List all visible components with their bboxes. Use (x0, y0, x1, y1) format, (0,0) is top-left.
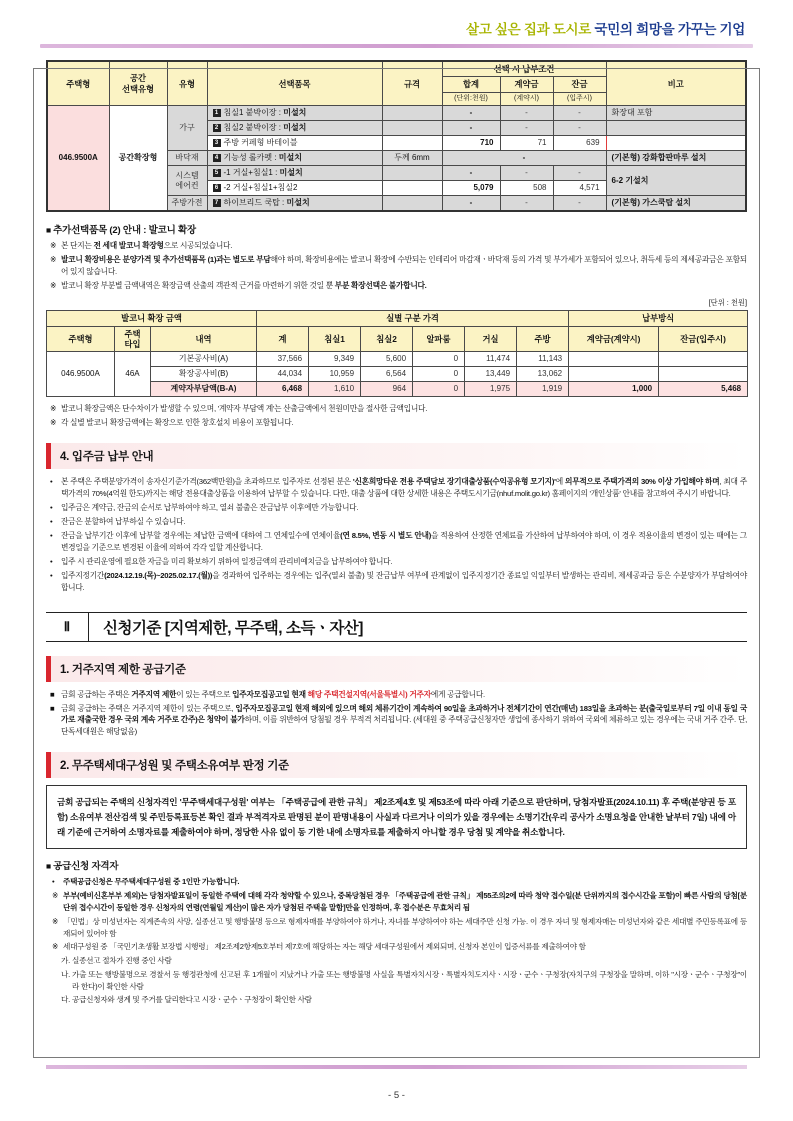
cell-deposit: 508 (500, 181, 553, 196)
item-number-badge: 2 (213, 124, 221, 132)
item-status: 미설치 (279, 168, 303, 178)
note-text: 부부(예비신혼부부 제외)는 당첨자발표일이 동일한 주택에 대해 각각 청약할 수 있으나, 중복당첨된 경우 「주택공급에 관한 규칙」 제55조의2에 따라 청약 접수일(분 단위까지의 접수시간을 포함)이 빠른 사람의 당첨[분 단위 접수시간이 동일한 경우 신청자의 연령(연월일 계산)이 많은 자가 당첨된 주택을 말함]만을 인정하며, 후 접수분은 무효처리 됨 (63, 890, 747, 912)
item-text: 주방 커페형 바테이블 (223, 138, 298, 148)
note-text: 공급신청자와 생계 및 주거를 달리한다고 시장ㆍ군수ㆍ구청장이 확인한 사람 (72, 995, 312, 1005)
balcony-note-list (50, 403, 747, 429)
cell-bal-room1: 1,610 (309, 382, 361, 397)
note-text: 세대구성원 중 「국민기초생활 보장법 시행령」 제2조제2항제5호부터 제7호에 해당하는 자는 해당 세대구성원에서 제외되며, 신청자 본인이 입증서류를 제출하여야 함 (63, 942, 586, 952)
cell-housing-type: 046.9500A (47, 106, 109, 212)
cell-group-aircon: 시스템 에어컨 (167, 166, 207, 196)
cell-bal-alpha: 0 (413, 382, 465, 397)
th-type: 유형 (167, 61, 207, 106)
th-space-option-type: 공간 선택유형 (109, 61, 167, 106)
list-item (52, 916, 747, 940)
item-text: -1 거실+침실1 : (223, 168, 280, 178)
item-number-badge: 4 (213, 154, 221, 162)
th-bal-room1: 침실1 (309, 326, 361, 352)
cell-bal-detail: 확장공사비(B) (151, 367, 257, 382)
cell-bal-kitchen: 11,143 (517, 352, 569, 367)
list-item (50, 530, 747, 554)
section-heading-homeless-household: 2. 무주택세대구성원 및 주택소유여부 판정 기준 (46, 752, 747, 778)
item-number-badge: 7 (213, 199, 221, 207)
th-bal-alpha: 알파룸 (413, 326, 465, 352)
th-total-unit: (단위:천원) (442, 92, 500, 106)
cell-balance: - (553, 196, 606, 212)
th-room-price-group: 실별 구분 가격 (257, 311, 569, 326)
list-item (52, 876, 747, 888)
cell-group-furniture: 가구 (167, 106, 207, 151)
bullet-marker: • (50, 530, 53, 540)
page-number: - 5 - (388, 1090, 405, 1101)
th-spec: 규격 (382, 61, 442, 106)
cell-bal-balance (659, 352, 748, 367)
note-text: 잔금을 납부기간 이후에 납부할 경우에는 체납한 금액에 대하여 그 연체일수에 연체이율(연 8.5%, 변동 시 별도 안내)을 적용하여 산정한 연체료를 가산하여 납부하여야 하며, 이 경우 적용이율의 변경이 있는 때에는 그 변경일을 기준으로 변경된 이율에 의하여 각각 일할 계산합니다. (61, 530, 747, 552)
cell-remark (606, 121, 746, 136)
cell-option-item (207, 136, 382, 151)
note-marker: ※ (52, 890, 59, 900)
slogan-olive-text: 살고 싶은 집과 도시로 (466, 22, 592, 37)
cell-bal-sum: 44,034 (257, 367, 309, 382)
table-row (47, 352, 748, 367)
cell-space-option-type: 공간확장형 (109, 106, 167, 212)
th-remark: 비고 (606, 61, 746, 106)
item-text: 기능성 롤카펫 : (223, 153, 279, 163)
cell-group-kitchen-appliance: 주방가전 (167, 196, 207, 212)
bullet-marker: • (50, 503, 53, 513)
homeless-household-criteria-box: 금회 공급되는 주택의 신청자격인 '무주택세대구성원' 여부는 「주택공급에 관한 규칙」 제2조제4호 및 제53조에 따라 아래 기준으로 판단하며, 당첨자발표(2024.10.11) 후 주택(분양권 등 포함) 소유여부 전산검색 및 주민등록표등본 확인 결과 부적격자로 판명된 분이 판명내용이 사실과 다르거나 이의가 있을 경우에는 소명기간(우리 공사가 소명요청을 안내한 날부터 7일) 내에 아래 기준에 근거하여 소명자료를 제출하여야 하며, 정당한 사유 없이 동 기한 내에 소명자료를 제출하지 아니할 경우 당첨 및 계약을 취소합니다. (46, 785, 747, 849)
option-table-body (47, 106, 746, 212)
cell-bal-sum: 6,468 (257, 382, 309, 397)
th-balance-sub: (입주시) (553, 92, 606, 106)
cell-option-item (207, 166, 382, 181)
table-header-row (47, 311, 748, 326)
note-text: 발코니 확장 부분별 금액내역은 확장금액 산출의 객관적 근거를 마련하기 위한 것일 뿐 부분 확장선택은 불가합니다. (61, 281, 427, 291)
th-bal-housing-subtype: 주택 타입 (115, 326, 151, 352)
note-text: 각 실별 발코니 확장금액에는 확장으로 인한 창호설치 비용이 포함됩니다. (61, 418, 294, 428)
cell-bal-room2: 964 (361, 382, 413, 397)
note-text: 「민법」상 미성년자는 직계존속의 사망, 실종선고 및 행방불명 등으로 형제자매를 부양하여야 하거나, 자녀를 부양하여야 하는 세대주만 신청 가능. 이 경우 자녀 및 형제자매는 미성년자와 같은 세대별 주민등록표에 등재되어 있어야 함 (63, 916, 747, 938)
cell-balance: 639 (553, 136, 606, 151)
cell-option-item (207, 196, 382, 212)
section-heading-payment-guide: 4. 입주금 납부 안내 (46, 443, 747, 469)
cell-bal-detail: 계약자부담액(B-A) (151, 382, 257, 397)
th-balcony-amount-group: 발코니 확장 금액 (47, 311, 257, 326)
cell-bal-alpha: 0 (413, 352, 465, 367)
note-marker: ※ (50, 241, 57, 251)
bullet-marker: • (50, 570, 53, 580)
cell-bal-balance: 5,468 (659, 382, 748, 397)
item-text: 침실1 붙박이장 : (223, 108, 284, 118)
bullet-marker: • (50, 556, 53, 566)
cell-balance: - (553, 106, 606, 121)
page-header (0, 0, 793, 38)
cell-group-flooring: 바닥재 (167, 151, 207, 166)
list-item (50, 689, 747, 701)
note-text: 잔금은 분할하여 납부하실 수 있습니다. (61, 516, 186, 526)
eligible-applicant-heading: ■ 공급신청 자격자 (46, 858, 747, 872)
cell-deposit: 71 (500, 136, 553, 151)
list-item (50, 476, 747, 500)
list-item (50, 502, 747, 514)
item-marker: 나. (61, 969, 70, 979)
list-item (52, 941, 747, 953)
cell-option-item (207, 181, 382, 196)
th-bal-room2: 침실2 (361, 326, 413, 352)
th-payment-method-group: 납부방식 (569, 311, 748, 326)
list-item (50, 703, 747, 739)
cell-bal-housing-type: 046.9500A (47, 352, 115, 397)
list-item (50, 240, 747, 252)
cell-bal-deposit (569, 367, 659, 382)
th-payment-condition: 선택 시 납부조건 (442, 61, 606, 77)
eligible-applicant-list (52, 876, 747, 1006)
th-deposit-sub: (계약시) (500, 92, 553, 106)
section4-list (50, 476, 747, 593)
document-body (46, 60, 747, 1007)
list-item (50, 280, 747, 292)
note-text: 본 단지는 전 세대 발코니 확장형으로 시공되었습니다. (61, 241, 233, 251)
cell-balance: - (553, 166, 606, 181)
cell-bal-kitchen: 1,919 (517, 382, 569, 397)
cell-bal-balance (659, 367, 748, 382)
cell-total: - (442, 196, 500, 212)
note-text: 발코니 확장비용은 분양가격 및 추가선택품목 (1)과는 별도로 부담해야 하며, 확장비용에는 발코니 확장에 수반되는 인테리어 마감재ㆍ바닥재 등의 가격 및 부가세가 포함되어 있으나, 취득세 등의 제세공과금은 포함되어 있지 않습니다. (61, 255, 747, 277)
note-marker: ※ (52, 916, 59, 926)
cell-deposit: - (500, 196, 553, 212)
item-status: 미설치 (278, 153, 302, 163)
th-option-item: 선택품목 (207, 61, 382, 106)
table-row (47, 106, 746, 121)
cell-remark: 6-2 기설치 (606, 166, 746, 196)
square-marker: ■ (50, 703, 55, 713)
note-text: 입주지정기간(2024.12.19.(목)~2025.02.17.(월))을 경과하여 입주하는 경우에는 입주(열쇠 불출) 및 잔금납부 여부에 관계없이 입주지정기간 종료일 익일부터 발생하는 관리비, 제세공과금 등은 수분양자가 부담하여야 합니다. (61, 570, 747, 592)
list-item (52, 955, 747, 967)
th-deposit: 계약금 (500, 77, 553, 92)
cell-deposit: - (500, 106, 553, 121)
cell-deposit: - (500, 166, 553, 181)
cell-total: - (442, 166, 500, 181)
balcony-expansion-table (46, 310, 748, 397)
chapter-numeral: Ⅱ (63, 618, 71, 634)
table-header-row-2 (47, 326, 748, 352)
header-divider-rule (40, 44, 753, 48)
th-bal-deposit: 계약금(계약시) (569, 326, 659, 352)
cell-bal-housing-subtype: 46A (115, 352, 151, 397)
cell-balance: - (553, 121, 606, 136)
cell-bal-living: 13,449 (465, 367, 517, 382)
cell-bal-living: 1,975 (465, 382, 517, 397)
cell-spec (382, 196, 442, 212)
list-item (50, 516, 747, 528)
item-number-badge: 5 (213, 169, 221, 177)
list-item (50, 417, 747, 429)
table-row (47, 367, 748, 382)
list-item (52, 994, 747, 1006)
item-marker: 가. (61, 956, 70, 966)
footer-divider-rule (46, 1065, 747, 1069)
cell-remark: 화장대 포함 (606, 106, 746, 121)
cell-remark: (기본형) 가스쿡탑 설치 (606, 196, 746, 212)
cell-total: - (442, 121, 500, 136)
slogan-navy-text: 국민의 희망을 가꾸는 기업 (594, 22, 745, 37)
cell-total-merged: - (442, 151, 606, 166)
th-balance: 잔금 (553, 77, 606, 92)
note-marker: ※ (50, 281, 57, 291)
cell-spec: 두께 6mm (382, 151, 442, 166)
cell-total: 710 (442, 136, 500, 151)
item-text: -2 거실+침실1+침실2 (223, 183, 298, 193)
cell-bal-room1: 10,959 (309, 367, 361, 382)
bullet-marker: • (52, 877, 55, 887)
note-text: 금회 공급하는 주택은 거주지역 제한이 있는 주택으로, 입주자모집공고일 현재 해외에 있으며 해외 체류기간이 계속하여 90일을 초과하거나 전체기간이 연간(매년) 183일을 초과하는 분(출국일로부터 7일 이내 동일 국가로 재출국한 경우 국외 계속 거주로 간주)은 청약이 불가하며, 이를 위반하여 당첨될 경우 부적격 처리됩니다. (세대원 중 주택공급신청자만 생업에 종사하기 위하여 국외에 체류하고 있는 경우에는 국내 거주 간주. 단, 단독세대원은 해당없음) (61, 703, 748, 737)
square-marker: ■ (50, 689, 55, 699)
cell-bal-room2: 6,564 (361, 367, 413, 382)
list-item (50, 403, 747, 415)
cell-bal-room1: 9,349 (309, 352, 361, 367)
cell-remark: (기본형) 강화합판마루 설치 (606, 151, 746, 166)
item-number-badge: 6 (213, 184, 221, 192)
cell-total: - (442, 106, 500, 121)
note-text: 가출 또는 행방불명으로 경찰서 등 행정관청에 신고된 후 1개월이 지났거나 가출 또는 행방불명 사실을 특별자치시장ㆍ특별자치도지사ㆍ시장ㆍ군수ㆍ구청장(자치구의 구청장을 말하며, 이하 "시장ㆍ군수ㆍ구청장"이라 한다)이 확인한 사람 (72, 969, 747, 991)
cell-deposit: - (500, 121, 553, 136)
th-bal-living: 거실 (465, 326, 517, 352)
th-total: 합계 (442, 77, 500, 92)
cell-total: 5,079 (442, 181, 500, 196)
th-housing-type: 주택형 (47, 61, 109, 106)
note-text: 주택공급신청은 무주택세대구성원 중 1인만 가능합니다. (63, 877, 240, 887)
list-item (50, 556, 747, 568)
item-text: 하이브리드 쿡탑 : (223, 198, 287, 208)
item-status: 미설치 (283, 108, 307, 118)
item-status: 미설치 (283, 123, 307, 133)
th-bal-kitchen: 주방 (517, 326, 569, 352)
note-text: 발코니 확장금액은 단수차이가 발생할 수 있으며, '계약자 부담액 계'는 산출금액에서 천원미만을 절사한 금액입니다. (61, 404, 428, 414)
cell-spec (382, 181, 442, 196)
cell-bal-detail: 기본공사비(A) (151, 352, 257, 367)
note-text: 실종선고 절차가 진행 중인 사람 (72, 956, 172, 966)
chapter-heading-application-criteria (46, 612, 747, 642)
company-slogan (48, 18, 745, 38)
cell-bal-room2: 5,600 (361, 352, 413, 367)
note-text: 본 주택은 주택분양가격이 송자신기준가격(362백만원)을 초과하므로 입주자로 선정된 분은 '신혼희망타운 전용 주택담보 장기대출상품(수익공유형 모기지)'에 의무적으로 주택가격의 30% 이상 가입해야 하며, 최대 주택가격의 70%(4억원 한도)까지는 해당 전용대출상품을 이용하여 납부할 수 있습니다. 다만, 대출 상품에 대한 상세한 내용은 주택도시기금(nhuf.molit.go.kr) 홈페이지의 '개인상품' 안내를 참고하여 주시기 바랍니다. (61, 477, 748, 499)
bullet-marker: • (50, 516, 53, 526)
cell-bal-sum: 37,566 (257, 352, 309, 367)
th-bal-balance: 잔금(입주시) (659, 326, 748, 352)
item-text: 침실2 붙박이장 : (223, 123, 284, 133)
table-row-contract-burden (47, 382, 748, 397)
th-bal-detail: 내역 (151, 326, 257, 352)
note-text: 금회 공급하는 주택은 거주지역 제한이 있는 주택으로 입주자모집공고일 현재 해당 주택건설지역(서울특별시) 거주자에게 공급합니다. (61, 689, 485, 699)
list-item (52, 890, 747, 914)
note-text: 입주금은 계약금, 잔금의 순서로 납부하여야 하고, 열쇠 불출은 잔금납부 이후에만 가능합니다. (61, 503, 359, 513)
cell-option-item (207, 106, 382, 121)
additional-option-table (46, 60, 747, 212)
cell-spec (382, 136, 442, 151)
cell-spec (382, 166, 442, 181)
cell-option-item (207, 151, 382, 166)
cell-balance: 4,571 (553, 181, 606, 196)
list-item (50, 570, 747, 594)
unit-note: [단위 : 천원] (708, 298, 747, 308)
item-status: 미설치 (286, 198, 310, 208)
note-marker: ※ (50, 404, 57, 414)
note-marker: ※ (50, 255, 57, 265)
cell-remark (606, 136, 746, 151)
cell-option-item (207, 121, 382, 136)
note-marker: ※ (50, 418, 57, 428)
section-heading-residency-restriction: 1. 거주지역 제한 공급기준 (46, 656, 747, 682)
cell-spec (382, 106, 442, 121)
bullet-marker: • (50, 477, 53, 487)
section2-1-list (50, 689, 747, 739)
chapter-title: 신청기준 [지역제한, 무주택, 소득ㆍ자산] (103, 619, 363, 637)
item-number-badge: 3 (213, 139, 221, 147)
list-item (50, 254, 747, 278)
cell-bal-kitchen: 13,062 (517, 367, 569, 382)
table-header-row (47, 61, 746, 77)
addl-option-heading: ■ 추가선택품목 (2) 안내 : 발코니 확장 (46, 222, 747, 236)
cell-spec (382, 121, 442, 136)
cell-bal-deposit: 1,000 (569, 382, 659, 397)
balcony-table-body (47, 352, 748, 397)
note-marker: ※ (52, 942, 59, 952)
item-number-badge: 1 (213, 109, 221, 117)
cell-bal-deposit (569, 352, 659, 367)
item-marker: 다. (61, 995, 70, 1005)
th-bal-housing-type: 주택형 (47, 326, 115, 352)
addl-option-note-list (50, 240, 747, 292)
th-bal-sum: 계 (257, 326, 309, 352)
cell-bal-alpha: 0 (413, 367, 465, 382)
cell-bal-living: 11,474 (465, 352, 517, 367)
note-text: 입주 시 관리운영에 필요한 자금을 미리 확보하기 위하여 일정금액의 관리비예치금을 납부하여야 합니다. (61, 556, 393, 566)
list-item (52, 969, 747, 993)
